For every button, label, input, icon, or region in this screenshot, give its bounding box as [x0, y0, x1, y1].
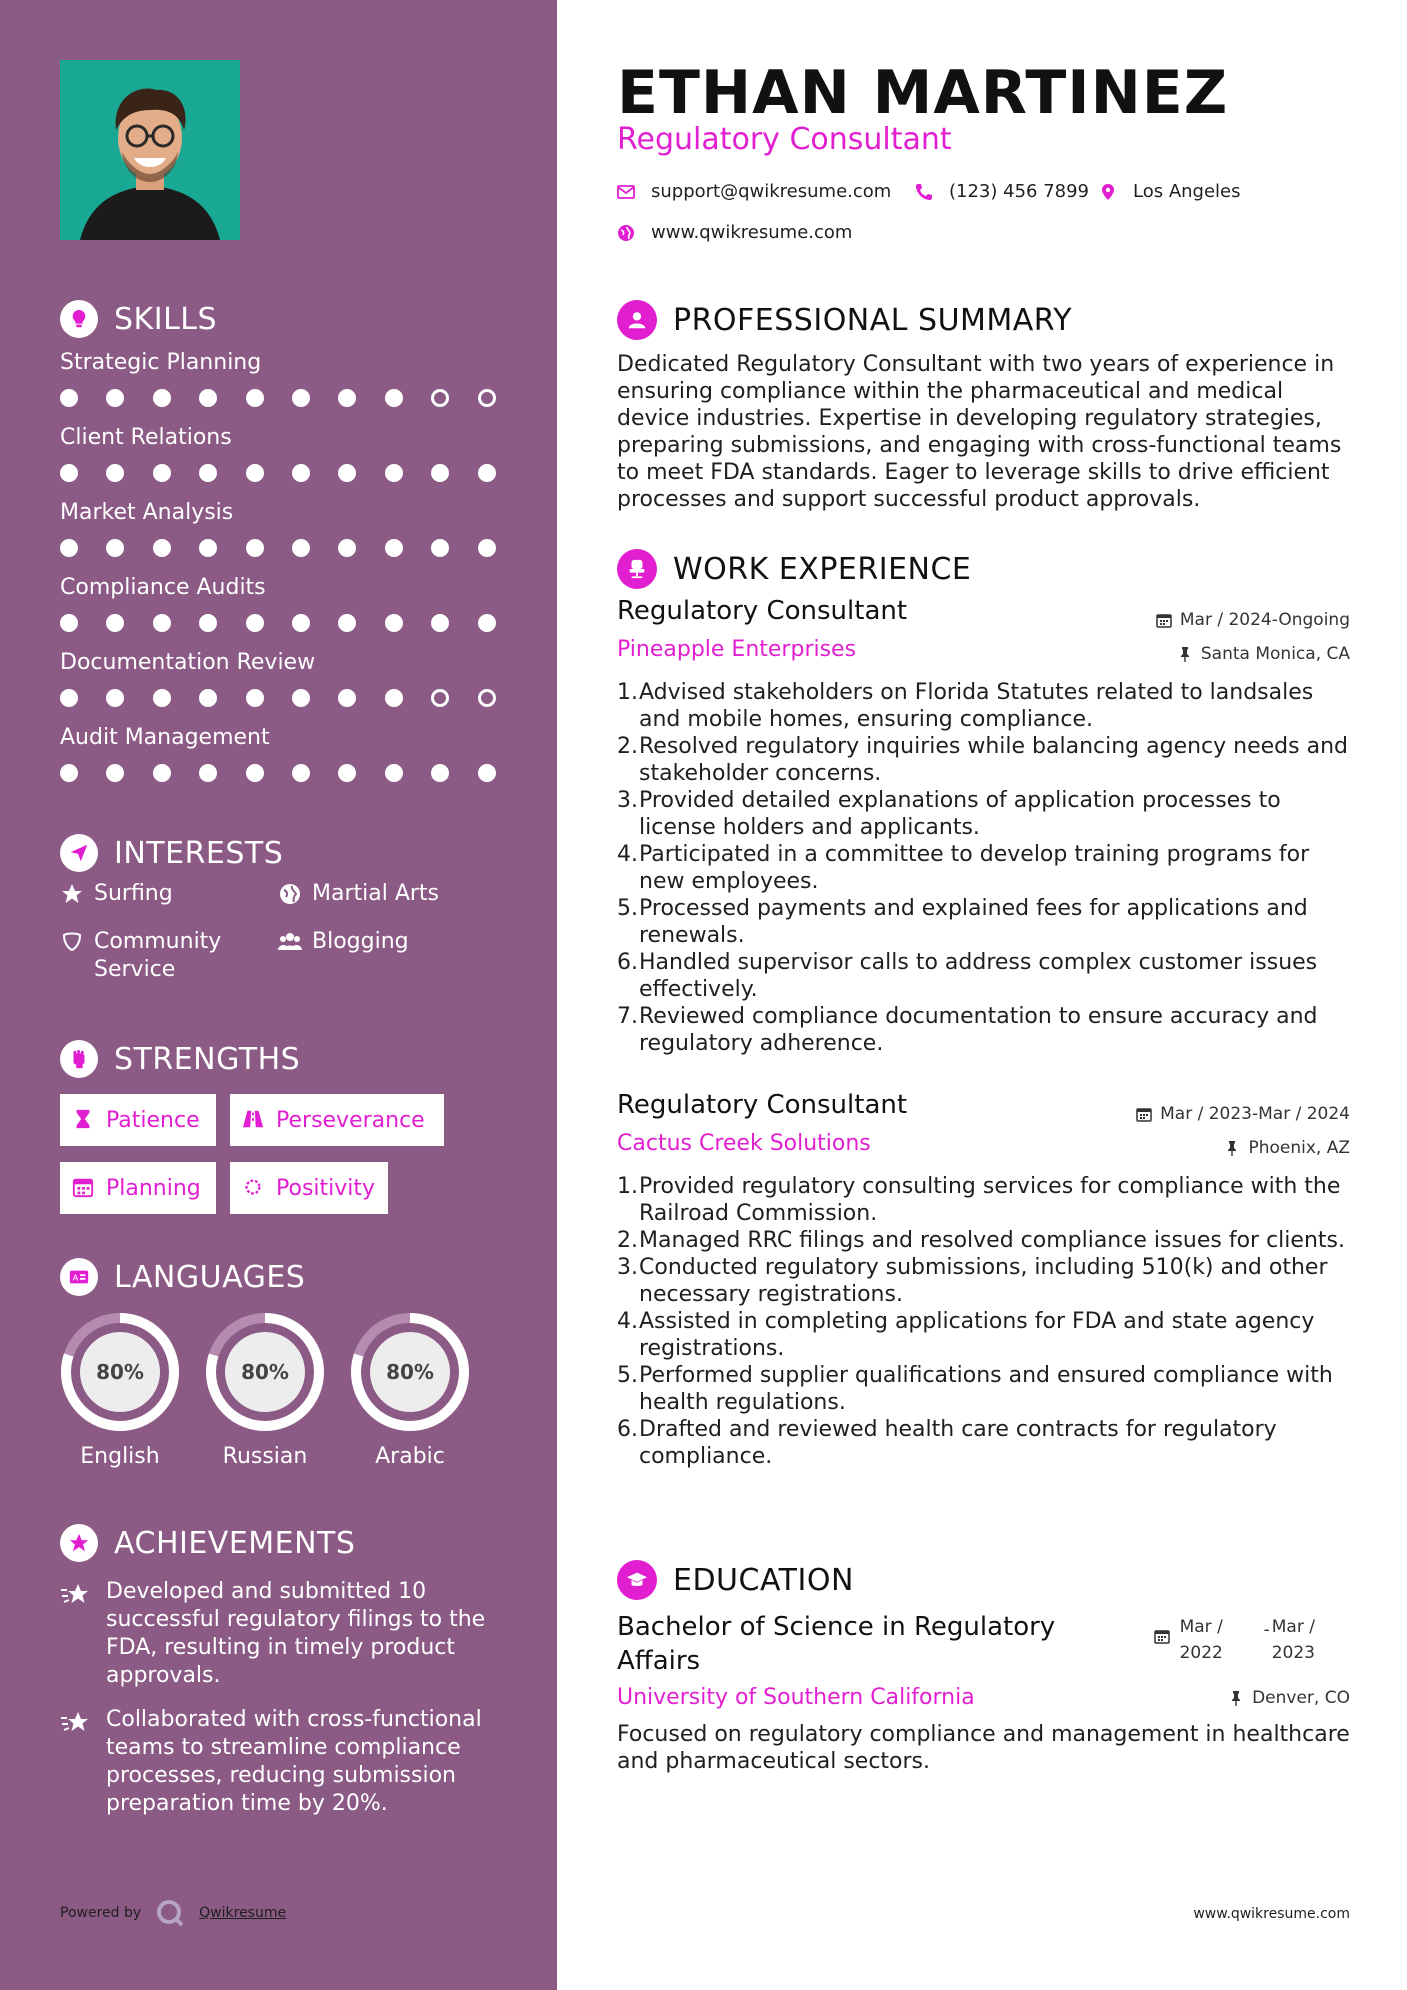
contact-email[interactable] — [617, 181, 891, 202]
skills-title: SKILLS — [114, 301, 218, 337]
rating-dot-filled — [338, 614, 356, 632]
strengths-title: STRENGTHS — [114, 1041, 301, 1077]
trophy-star-icon — [60, 1524, 98, 1562]
interest-item — [60, 928, 260, 984]
rating-dot-filled — [199, 464, 217, 482]
rating-dot-filled — [199, 764, 217, 782]
rating-dot-filled — [153, 764, 171, 782]
skill-name: Audit Management — [60, 725, 270, 750]
achievement-text: Collaborated with cross-functional teams to streamline compliance processes, reducing submission preparation time by 20%. — [106, 1707, 482, 1816]
candidate-name: ETHAN MARTINEZ — [617, 58, 1229, 128]
svg-text:A: A — [72, 1272, 79, 1283]
language-progress-ring — [203, 1310, 327, 1434]
item-number: 7. — [617, 1004, 638, 1029]
rating-dot-filled — [246, 764, 264, 782]
rating-dot-filled — [246, 614, 264, 632]
rating-dot-filled — [385, 689, 403, 707]
rating-dot-filled — [292, 689, 310, 707]
rating-dot-filled — [431, 464, 449, 482]
job-dates-text: Mar / 2023-Mar / 2024 — [1160, 1104, 1350, 1124]
language-name: Arabic — [375, 1444, 445, 1469]
rating-dot-empty — [431, 689, 449, 707]
responsibility-item — [617, 1173, 1350, 1227]
item-number: 4. — [617, 842, 638, 867]
rating-dot-empty — [478, 389, 496, 407]
skill-row — [60, 425, 500, 500]
skill-row — [60, 650, 500, 725]
rating-dot-filled — [338, 389, 356, 407]
calendar-icon — [72, 1176, 96, 1200]
powered-by — [60, 1898, 286, 1928]
education-start-month: Mar / — [1179, 1617, 1223, 1637]
responsibility-item — [617, 949, 1350, 1003]
job-location — [1224, 1138, 1350, 1158]
shield-icon — [60, 930, 84, 954]
education-start — [1180, 1614, 1264, 1666]
interest-item — [278, 880, 439, 908]
rating-dot-filled — [292, 614, 310, 632]
strength-badge — [230, 1162, 388, 1214]
strength-badge — [60, 1162, 216, 1214]
website-text: www.qwikresume.com — [651, 222, 853, 243]
sidebar — [0, 0, 557, 1990]
map-pin-icon — [1099, 183, 1117, 201]
rating-dot-filled — [60, 689, 78, 707]
language-card-icon — [60, 1258, 98, 1296]
skill-rating — [60, 614, 500, 632]
item-number: 3. — [617, 1255, 638, 1280]
responsibility-text: Participated in a committee to develop training programs for new employees. — [639, 842, 1310, 894]
responsibility-item — [617, 1003, 1350, 1057]
education-dates — [1154, 1614, 1315, 1666]
job-location-text: Phoenix, AZ — [1248, 1138, 1350, 1158]
envelope-icon — [617, 183, 635, 201]
skill-name: Documentation Review — [60, 650, 316, 675]
strength-label: Positivity — [276, 1175, 376, 1201]
skill-row — [60, 575, 500, 650]
contact-phone[interactable] — [915, 181, 1089, 202]
rating-dot-filled — [246, 389, 264, 407]
rating-dot-filled — [60, 464, 78, 482]
calendar-icon — [1136, 1106, 1152, 1122]
language-progress-ring — [58, 1310, 182, 1434]
rating-dot-filled — [292, 464, 310, 482]
rating-dot-filled — [292, 539, 310, 557]
responsibility-item — [617, 787, 1350, 841]
strength-label: Patience — [106, 1107, 200, 1133]
interest-label: Surfing — [94, 881, 173, 906]
language-item — [203, 1310, 327, 1469]
responsibility-text: Reviewed compliance documentation to ensure accuracy and regulatory adherence. — [639, 1004, 1318, 1056]
interests-heading — [60, 834, 283, 872]
phone-text: (123) 456 7899 — [949, 181, 1090, 202]
item-number: 2. — [617, 734, 638, 759]
skill-name: Market Analysis — [60, 500, 234, 525]
rating-dot-filled — [478, 614, 496, 632]
achievements-heading — [60, 1524, 355, 1562]
rating-dot-filled — [199, 689, 217, 707]
degree-line-2: Affairs — [617, 1646, 701, 1676]
skill-rating — [60, 464, 500, 482]
skills-list — [60, 350, 500, 800]
job-location-text: Santa Monica, CA — [1200, 644, 1350, 664]
achievement-item — [60, 1706, 500, 1818]
rating-dot-filled — [431, 614, 449, 632]
rating-dot-filled — [431, 539, 449, 557]
education-heading — [617, 1560, 854, 1600]
education-location-text: Denver, CO — [1252, 1688, 1350, 1708]
job-responsibilities — [617, 1173, 1350, 1470]
rating-dot-filled — [153, 389, 171, 407]
rating-dot-filled — [292, 764, 310, 782]
strength-label: Perseverance — [276, 1107, 425, 1133]
responsibility-item — [617, 1416, 1350, 1470]
rating-dot-filled — [338, 464, 356, 482]
education-end-year: 2023 — [1271, 1643, 1315, 1663]
job-responsibilities — [617, 679, 1350, 1057]
responsibility-item — [617, 679, 1350, 733]
skill-name: Compliance Audits — [60, 575, 266, 600]
skill-rating — [60, 539, 500, 557]
rating-dot-filled — [199, 389, 217, 407]
responsibility-text: Drafted and reviewed health care contracts for regulatory compliance. — [639, 1417, 1277, 1469]
item-number: 6. — [617, 1417, 638, 1442]
responsibility-item — [617, 841, 1350, 895]
rating-dot-filled — [246, 689, 264, 707]
item-number: 5. — [617, 896, 638, 921]
pushpin-icon — [1228, 1690, 1244, 1706]
skill-rating — [60, 764, 500, 782]
language-percent: 80% — [241, 1360, 289, 1384]
contact-location — [1099, 181, 1241, 202]
rating-dot-filled — [153, 539, 171, 557]
responsibility-item — [617, 1308, 1350, 1362]
pushpin-icon — [1177, 646, 1193, 662]
email-text: support@qwikresume.com — [651, 181, 892, 202]
languages-heading — [60, 1258, 305, 1296]
contact-website[interactable] — [617, 222, 852, 243]
qwikresume-logo-icon — [155, 1898, 185, 1928]
skill-row — [60, 350, 500, 425]
skill-rating — [60, 689, 500, 707]
language-name: Russian — [222, 1444, 308, 1469]
office-chair-icon — [617, 549, 657, 589]
language-item — [58, 1310, 182, 1469]
item-number: 6. — [617, 950, 638, 975]
skill-rating — [60, 389, 500, 407]
sun-icon — [242, 1176, 266, 1200]
responsibility-text: Provided detailed explanations of application processes to license holders and applicants. — [639, 788, 1281, 840]
job-dates-text: Mar / 2024-Ongoing — [1179, 610, 1350, 630]
globe-icon — [278, 882, 302, 906]
education-start-year: 2022 — [1179, 1643, 1223, 1663]
date-separator: - — [1263, 1620, 1270, 1640]
rating-dot-empty — [431, 389, 449, 407]
rating-dot-filled — [431, 764, 449, 782]
summary-text: Dedicated Regulatory Consultant with two years of experience in ensuring compliance within the pharmaceutical and medical device industries. Expertise in developing regulatory strategies, preparing submissions, and engaging with cross-functional teams to meet FDA standards. Eager to leverage skills to drive efficient processes and support successful product approvals. — [617, 352, 1342, 512]
school-name: University of Southern California — [617, 1685, 975, 1710]
calendar-icon — [1156, 612, 1172, 628]
experience-heading — [617, 549, 971, 589]
strengths-heading — [60, 1040, 300, 1078]
summary-title: PROFESSIONAL SUMMARY — [673, 302, 1073, 338]
lightbulb-icon — [60, 300, 98, 338]
responsibility-text: Processed payments and explained fees for applications and renewals. — [639, 896, 1308, 948]
item-number: 1. — [617, 680, 638, 705]
languages-title: LANGUAGES — [114, 1259, 306, 1295]
rating-dot-filled — [385, 539, 403, 557]
rating-dot-filled — [385, 389, 403, 407]
responsibility-item — [617, 1254, 1350, 1308]
skill-row — [60, 725, 500, 800]
language-percent: 80% — [386, 1360, 434, 1384]
pushpin-icon — [1224, 1140, 1240, 1156]
language-item — [348, 1310, 472, 1469]
powered-by-label: Powered by — [60, 1905, 142, 1921]
interests-title: INTERESTS — [114, 835, 284, 871]
job-title: Regulatory Consultant — [617, 596, 908, 626]
user-icon — [617, 300, 657, 340]
rating-dot-filled — [246, 539, 264, 557]
skills-heading — [60, 300, 217, 338]
skill-name: Client Relations — [60, 425, 232, 450]
interest-item — [278, 928, 409, 956]
candidate-role: Regulatory Consultant — [617, 122, 952, 157]
location-text: Los Angeles — [1133, 181, 1241, 202]
qwikresume-link[interactable]: Qwikresume — [199, 1905, 287, 1921]
strength-badge — [230, 1094, 444, 1146]
interest-label: Martial Arts — [312, 881, 440, 906]
item-number: 3. — [617, 788, 638, 813]
achievement-text: Developed and submitted 10 successful regulatory filings to the FDA, resulting in timely product approvals. — [106, 1579, 486, 1688]
item-number: 1. — [617, 1174, 638, 1199]
education-description: Focused on regulatory compliance and management in healthcare and pharmaceutical sectors. — [617, 1722, 1350, 1774]
rating-dot-empty — [478, 689, 496, 707]
rating-dot-filled — [199, 614, 217, 632]
responsibility-item — [617, 895, 1350, 949]
interest-label: Community Service — [94, 929, 222, 982]
responsibility-text: Advised stakeholders on Florida Statutes related to landsales and mobile homes, ensuring compliance. — [639, 680, 1314, 732]
rating-dot-filled — [60, 614, 78, 632]
job-title: Regulatory Consultant — [617, 1090, 908, 1120]
item-number: 4. — [617, 1309, 638, 1334]
rating-dot-filled — [153, 689, 171, 707]
rating-dot-filled — [106, 389, 124, 407]
rating-dot-filled — [60, 764, 78, 782]
globe-icon — [617, 224, 635, 242]
language-name: English — [80, 1444, 160, 1469]
star-icon — [60, 882, 84, 906]
rating-dot-filled — [478, 539, 496, 557]
skill-name: Strategic Planning — [60, 350, 262, 375]
achievements-title: ACHIEVEMENTS — [114, 1525, 356, 1561]
rating-dot-filled — [478, 764, 496, 782]
rating-dot-filled — [60, 389, 78, 407]
shooting-star-icon — [60, 1706, 92, 1738]
degree-line-1: Bachelor of Science in Regulatory — [617, 1612, 1056, 1642]
rating-dot-filled — [338, 764, 356, 782]
profile-photo — [60, 60, 240, 240]
rating-dot-filled — [106, 764, 124, 782]
graduation-cap-icon — [617, 1560, 657, 1600]
responsibility-text: Managed RRC filings and resolved compliance issues for clients. — [639, 1228, 1345, 1253]
job-dates — [1136, 1104, 1350, 1124]
responsibility-text: Conducted regulatory submissions, including 510(k) and other necessary registrations. — [639, 1255, 1328, 1307]
item-number: 2. — [617, 1228, 638, 1253]
footer-url[interactable]: www.qwikresume.com — [1193, 1906, 1350, 1922]
education-title: EDUCATION — [673, 1562, 854, 1598]
rating-dot-filled — [246, 464, 264, 482]
responsibility-item — [617, 1362, 1350, 1416]
rating-dot-filled — [292, 389, 310, 407]
responsibility-text: Resolved regulatory inquiries while balancing agency needs and stakeholder concerns. — [639, 734, 1348, 786]
rating-dot-filled — [106, 689, 124, 707]
responsibility-item — [617, 733, 1350, 787]
calendar-icon — [1154, 1628, 1170, 1644]
rating-dot-filled — [106, 539, 124, 557]
education-location — [1228, 1688, 1350, 1708]
experience-title: WORK EXPERIENCE — [673, 551, 972, 587]
item-number: 5. — [617, 1363, 638, 1388]
road-icon — [242, 1108, 266, 1132]
phone-icon — [915, 183, 933, 201]
achievement-item — [60, 1578, 500, 1690]
responsibility-text: Performed supplier qualifications and ensured compliance with health regulations. — [639, 1363, 1333, 1415]
strength-badge — [60, 1094, 216, 1146]
rating-dot-filled — [385, 614, 403, 632]
job-location — [1177, 644, 1350, 664]
responsibility-text: Assisted in completing applications for FDA and state agency registrations. — [639, 1309, 1315, 1361]
job-dates — [1156, 610, 1350, 630]
responsibility-text: Provided regulatory consulting services for compliance with the Railroad Commission. — [639, 1174, 1341, 1226]
rating-dot-filled — [106, 614, 124, 632]
rating-dot-filled — [385, 764, 403, 782]
degree-title — [617, 1610, 1055, 1678]
rating-dot-filled — [153, 614, 171, 632]
company-name: Pineapple Enterprises — [617, 637, 857, 662]
strength-label: Planning — [106, 1175, 201, 1201]
interest-item — [60, 880, 173, 908]
rating-dot-filled — [338, 689, 356, 707]
company-name: Cactus Creek Solutions — [617, 1131, 871, 1156]
users-icon — [278, 930, 302, 954]
shooting-star-icon — [60, 1578, 92, 1610]
responsibility-item — [617, 1227, 1350, 1254]
rating-dot-filled — [199, 539, 217, 557]
rating-dot-filled — [385, 464, 403, 482]
hourglass-icon — [72, 1108, 96, 1132]
rating-dot-filled — [106, 464, 124, 482]
interest-label: Blogging — [312, 929, 409, 954]
education-end — [1272, 1614, 1315, 1666]
rating-dot-filled — [60, 539, 78, 557]
rating-dot-filled — [338, 539, 356, 557]
education-end-month: Mar / — [1271, 1617, 1315, 1637]
skill-row — [60, 500, 500, 575]
responsibility-text: Handled supervisor calls to address complex customer issues effectively. — [639, 950, 1318, 1002]
rating-dot-filled — [153, 464, 171, 482]
summary-heading — [617, 300, 1072, 340]
language-percent: 80% — [96, 1360, 144, 1384]
fist-icon — [60, 1040, 98, 1078]
paper-plane-icon — [60, 834, 98, 872]
language-progress-ring — [348, 1310, 472, 1434]
rating-dot-filled — [478, 464, 496, 482]
main-content — [617, 0, 1350, 1990]
